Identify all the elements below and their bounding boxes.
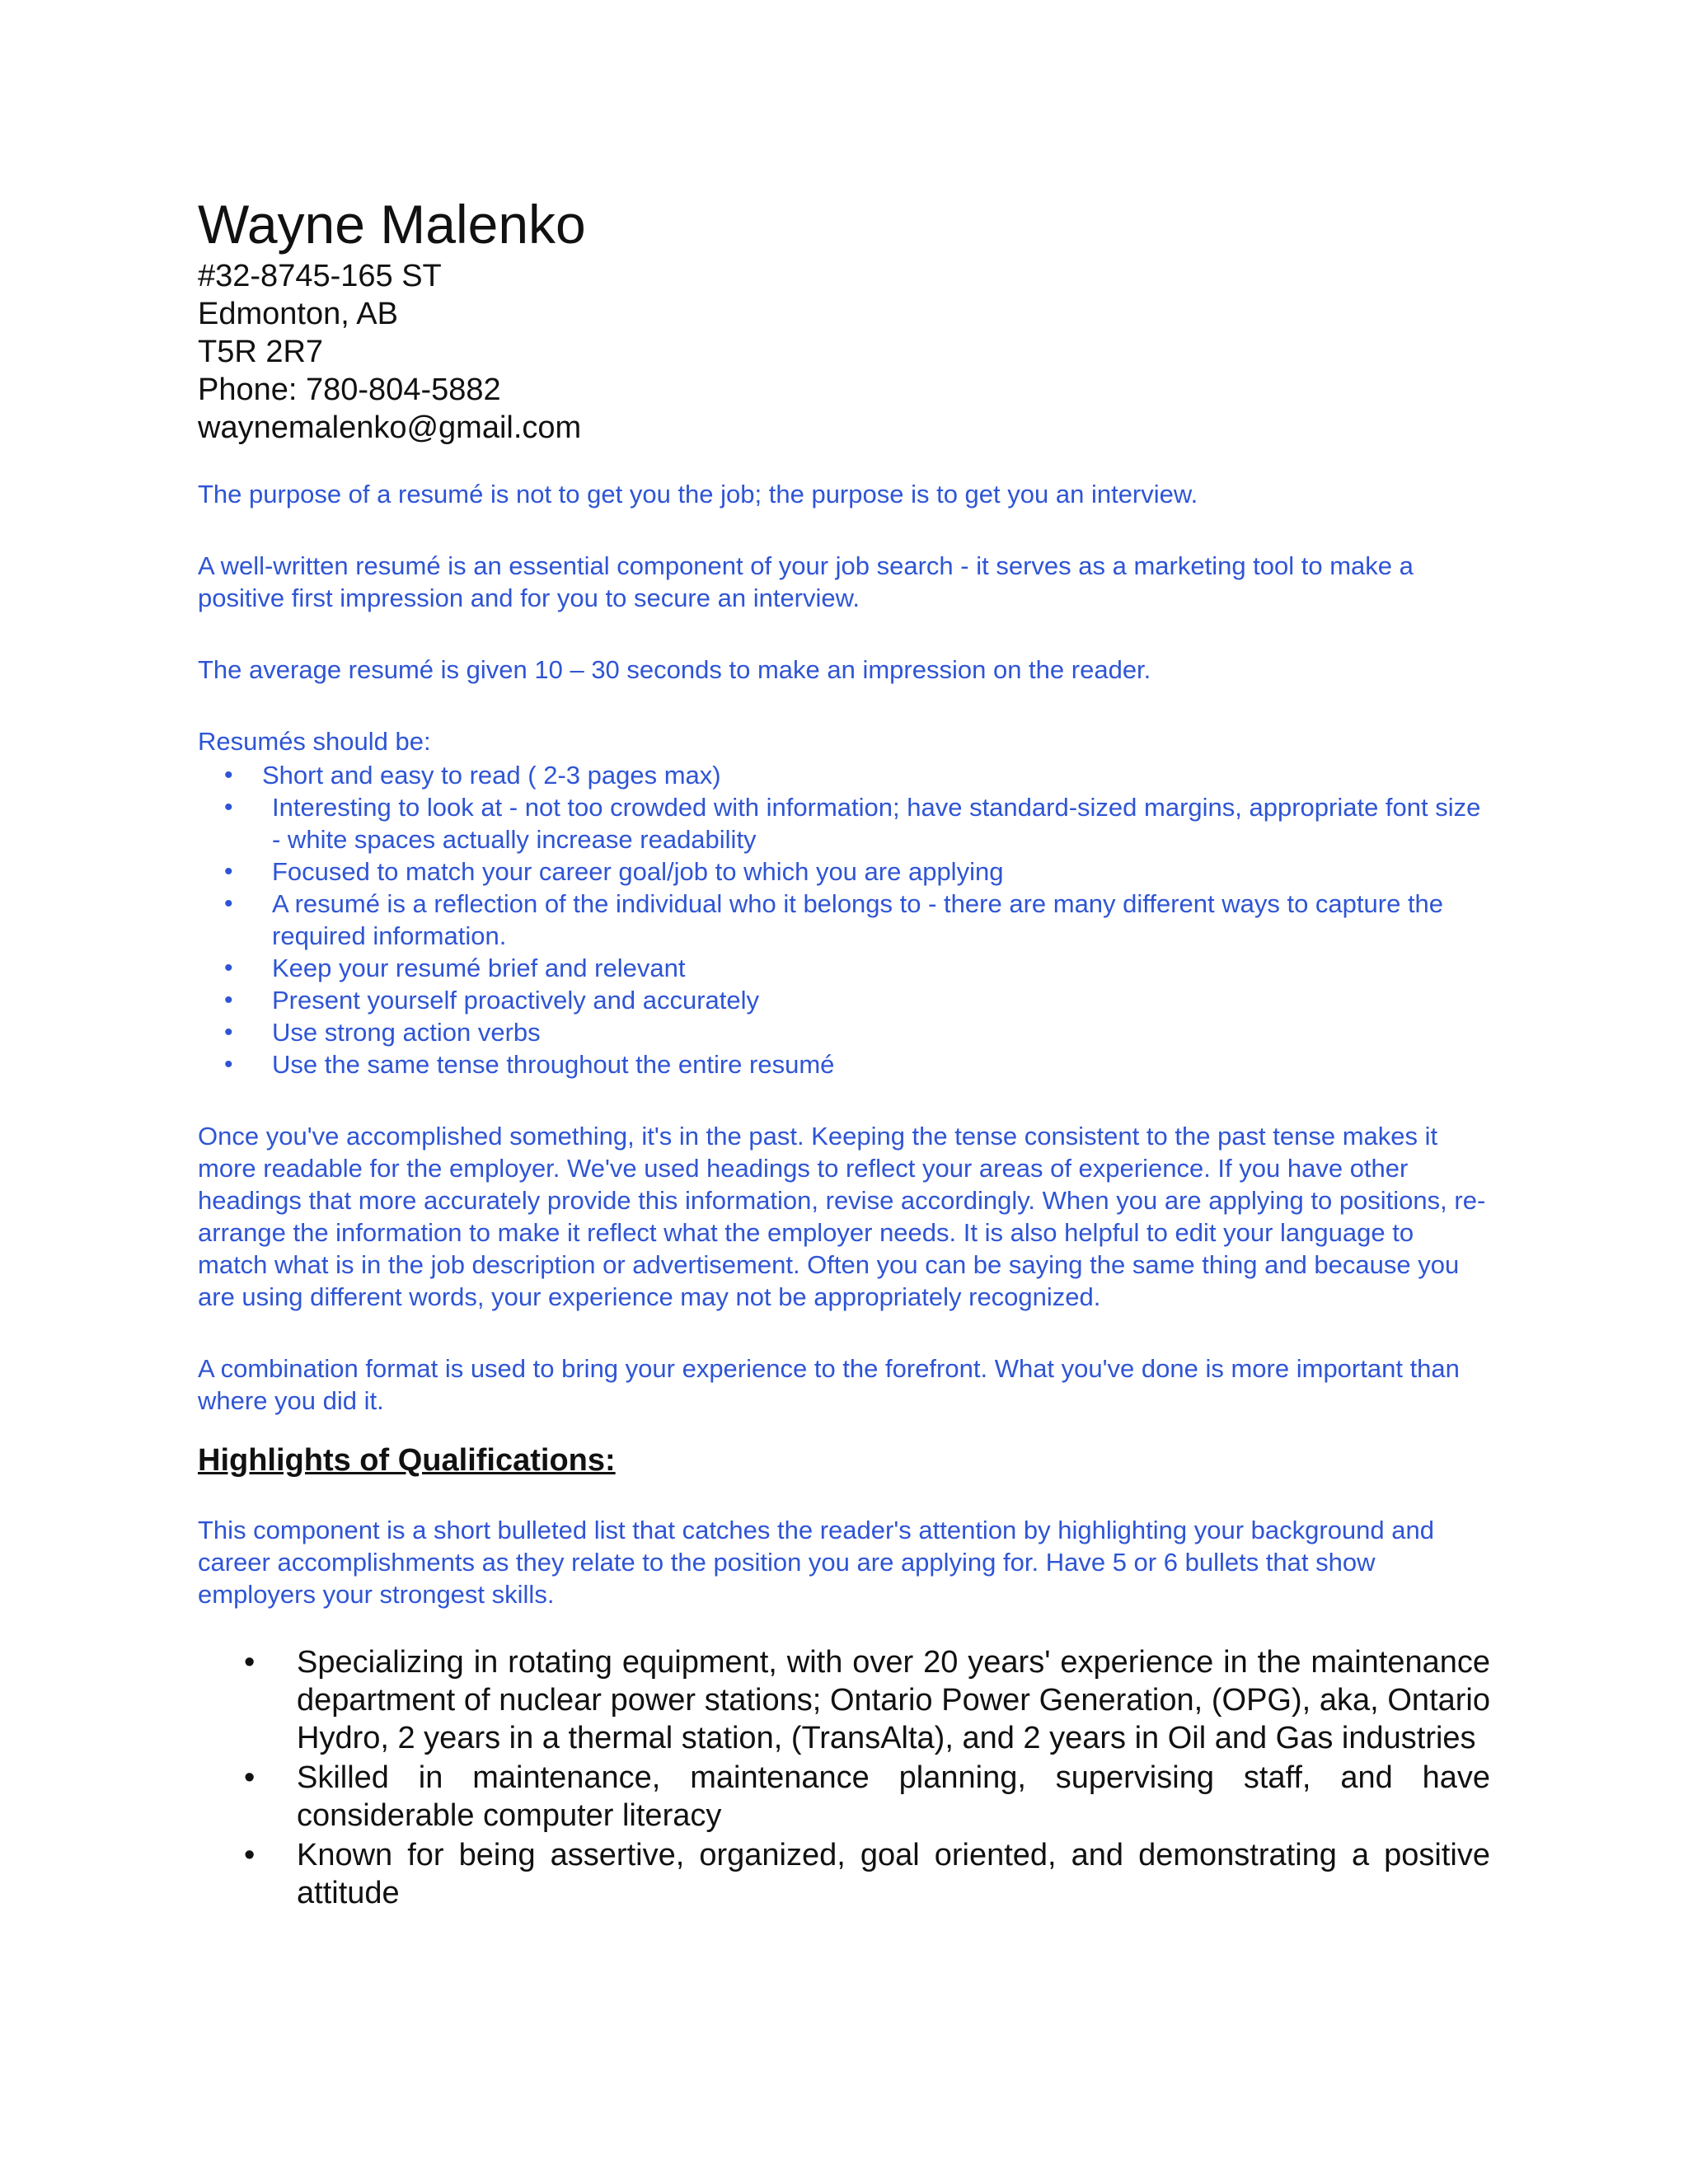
list-item: • Present yourself proactively and accurately [198, 984, 1490, 1016]
list-item: • Use strong action verbs [198, 1016, 1490, 1048]
resume-guidance [198, 478, 1490, 1417]
guidance-paragraph-average: The average resumé is given 10 – 30 seconds to make an impression on the reader. [198, 655, 1151, 684]
list-item: • Focused to match your career goal/job to which you are applying [198, 855, 1490, 888]
list-item: • Interesting to look at - not too crowded with information; have standard-sized margins, appropriate font size - white spaces actually increase readability [198, 791, 1490, 855]
postal-code: T5R 2R7 [198, 335, 324, 369]
address-line-2: Edmonton, AB [198, 297, 398, 331]
list-item: • Specializing in rotating equipment, with over 20 years' experience in the maintenance department of nuclear power stations; Ontario Power Generation, (OPG), aka, Ontario Hydro, 2 years in a thermal station, (TransAlta), and 2 years in Oil and Gas industries [198, 1643, 1490, 1757]
list-item: • Known for being assertive, organized, goal oriented, and demonstrating a positive attitude [198, 1836, 1490, 1912]
candidate-name: Wayne Malenko [198, 194, 586, 255]
list-item: • Skilled in maintenance, maintenance planning, supervising staff, and have considerable computer literacy [198, 1759, 1490, 1835]
highlights-intro: This component is a short bulleted list that catches the reader's attention by highlighting your background and career accomplishments as they relate to the position you are applying for. Have 5 or 6 bullets that show employers your strongest skills. [198, 1516, 1434, 1609]
contact-block [198, 257, 1490, 447]
highlights-heading: Highlights of Qualifications: [198, 1443, 616, 1478]
guidance-paragraph-tense: Once you've accomplished something, it's in the past. Keeping the tense consistent to the past tense makes it more readable for the employer. We've used headings to reflect your areas of experience. If you have other headings that more accurately provide this information, revise accordingly. When you are applying to positions, re-arrange the information to make it reflect what the employer needs. It is also helpful to edit your language to match what is in the job description or advertisement. Often you can be saying the same thing and because you are using different words, your experience may not be appropriately recognized. [198, 1122, 1486, 1311]
list-item: • A resumé is a reflection of the individual who it belongs to - there are many different ways to capture the required information. [198, 888, 1490, 952]
list-item: • Use the same tense throughout the entire resumé [198, 1048, 1490, 1080]
guidance-paragraph-well-written: A well-written resumé is an essential component of your job search - it serves as a marketing tool to make a positive first impression and for you to secure an interview. [198, 551, 1414, 612]
email-address: waynemalenko@gmail.com [198, 410, 582, 445]
list-item: • Short and easy to read ( 2-3 pages max) [198, 759, 1490, 791]
guidance-paragraph-combination: A combination format is used to bring your experience to the forefront. What you've done is more important than where you did it. [198, 1354, 1460, 1415]
address-line-1: #32-8745-165 ST [198, 259, 442, 293]
guidance-paragraph-purpose: The purpose of a resumé is not to get you the job; the purpose is to get you an interview. [198, 480, 1198, 509]
list-item: • Keep your resumé brief and relevant [198, 952, 1490, 984]
resume-page [198, 191, 1490, 1914]
highlights-list [198, 1643, 1490, 1912]
phone-number: Phone: 780-804-5882 [198, 373, 501, 407]
guidance-list [198, 759, 1490, 1080]
guidance-list-intro: Resumés should be: [198, 727, 431, 756]
